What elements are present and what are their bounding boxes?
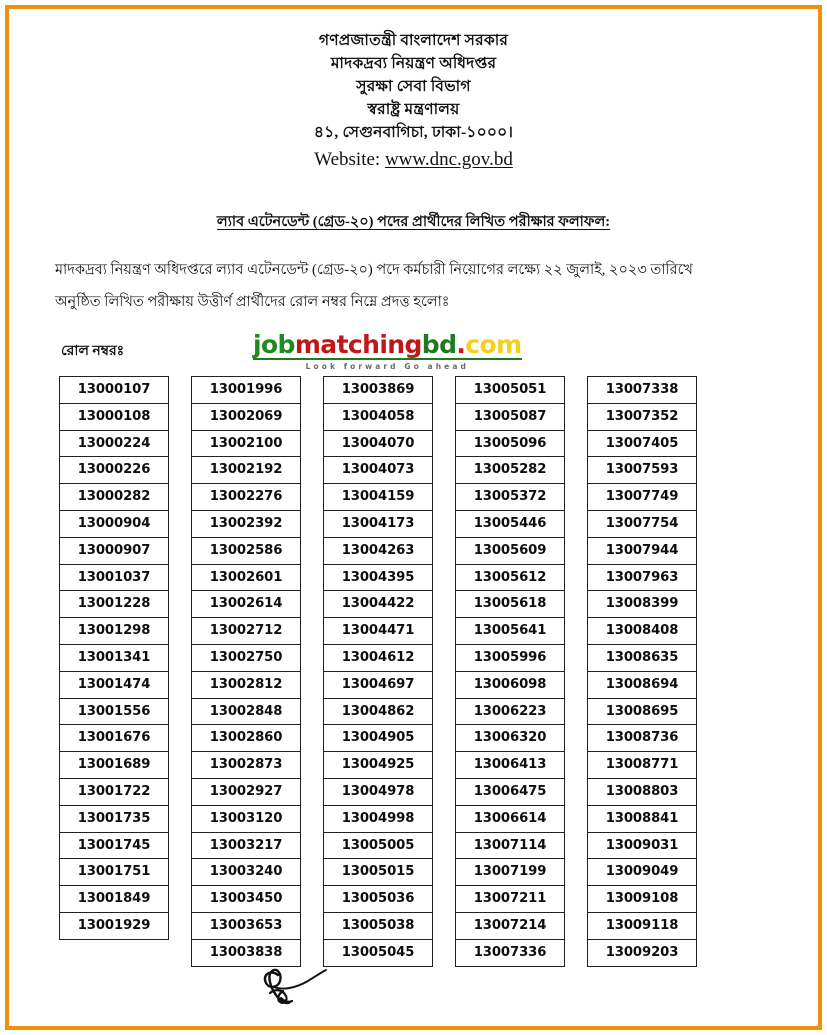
- roll-number-cell: 13004422: [323, 590, 433, 617]
- roll-number-table: [55, 376, 772, 967]
- roll-number-cell: 13000282: [59, 483, 169, 510]
- roll-number-cell: 13004058: [323, 403, 433, 430]
- roll-number-cell: 13000107: [59, 376, 169, 403]
- roll-number-cell: 13002276: [191, 483, 301, 510]
- roll-column-2: [191, 376, 301, 967]
- roll-number-cell: 13003653: [191, 912, 301, 939]
- roll-number-cell: 13005996: [455, 644, 565, 671]
- roll-number-cell: 13004697: [323, 671, 433, 698]
- letterhead-line-1: গণপ্রজাতন্ত্রী বাংলাদেশ সরকার: [318, 32, 509, 49]
- roll-number-cell: 13003240: [191, 858, 301, 885]
- roll-number-cell: 13002192: [191, 456, 301, 483]
- roll-number-cell: 13008803: [587, 778, 697, 805]
- roll-number-cell: 13002601: [191, 564, 301, 591]
- signature: [250, 957, 410, 1017]
- roll-number-cell: 13006475: [455, 778, 565, 805]
- roll-number-cell: 13003217: [191, 832, 301, 859]
- website-line: [55, 146, 772, 174]
- roll-number-cell: 13001722: [59, 778, 169, 805]
- roll-number-cell: 13004925: [323, 751, 433, 778]
- roll-number-cell: 13008771: [587, 751, 697, 778]
- roll-number-cell: 13001996: [191, 376, 301, 403]
- roll-column-5: [587, 376, 697, 967]
- roll-number-cell: 13005036: [323, 885, 433, 912]
- roll-number-cell: 13009203: [587, 939, 697, 967]
- roll-number-cell: 13007338: [587, 376, 697, 403]
- roll-number-cell: 13002392: [191, 510, 301, 537]
- page-title-text: ল্যাব এটেনডেন্ট (গ্রেড-২০) পদের প্রার্থীদের লিখিত পরীক্ষার ফলাফল:: [216, 214, 611, 230]
- roll-number-cell: 13004862: [323, 698, 433, 725]
- roll-number-cell: 13000904: [59, 510, 169, 537]
- website-link[interactable]: www.dnc.gov.bd: [384, 149, 513, 170]
- roll-number-cell: 13005609: [455, 537, 565, 564]
- roll-number-cell: 13001556: [59, 698, 169, 725]
- roll-number-cell: 13005051: [455, 376, 565, 403]
- roll-number-cell: 13001751: [59, 858, 169, 885]
- roll-number-cell: 13003838: [191, 939, 301, 967]
- roll-number-cell: 13000907: [59, 537, 169, 564]
- watermark-tagline: Look forward Go ahead: [305, 362, 469, 371]
- roll-number-cell: 13002927: [191, 778, 301, 805]
- body-paragraph-line-2: অনুষ্ঠিত লিখিত পরীক্ষায় উত্তীর্ণ প্রার্থীদের রোল নম্বর নিম্নে প্রদত্ত হলোঃ: [55, 294, 450, 310]
- roll-number-cell: 13007214: [455, 912, 565, 939]
- roll-number-cell: 13001929: [59, 912, 169, 940]
- roll-number-cell: 13001676: [59, 724, 169, 751]
- roll-number-cell: 13000226: [59, 456, 169, 483]
- roll-number-cell: 13001689: [59, 751, 169, 778]
- roll-number-cell: 13004073: [323, 456, 433, 483]
- roll-number-cell: 13006413: [455, 751, 565, 778]
- roll-number-cell: 13004612: [323, 644, 433, 671]
- roll-number-cell: 13005015: [323, 858, 433, 885]
- roll-number-cell: 13001735: [59, 805, 169, 832]
- letterhead-address: ৪১, সেগুনবাগিচা, ঢাকা-১০০০।: [313, 124, 514, 141]
- letterhead: [55, 29, 772, 174]
- body-paragraph: [55, 254, 772, 318]
- roll-number-cell: 13004070: [323, 430, 433, 457]
- document-sheet: [9, 9, 818, 1026]
- roll-number-cell: 13002614: [191, 590, 301, 617]
- roll-number-cell: 13005618: [455, 590, 565, 617]
- roll-number-cell: 13004263: [323, 537, 433, 564]
- roll-number-cell: 13008694: [587, 671, 697, 698]
- roll-column-4: [455, 376, 565, 967]
- roll-number-cell: 13008841: [587, 805, 697, 832]
- roll-number-cell: 13007199: [455, 858, 565, 885]
- roll-number-cell: 13002812: [191, 671, 301, 698]
- roll-number-cell: 13006098: [455, 671, 565, 698]
- letterhead-line-4: স্বরাষ্ট্র মন্ত্রণালয়: [367, 101, 460, 118]
- roll-number-cell: 13004998: [323, 805, 433, 832]
- roll-number-cell: 13002750: [191, 644, 301, 671]
- roll-number-cell: 13006320: [455, 724, 565, 751]
- letterhead-line-3: সুরক্ষা সেবা বিভাগ: [356, 78, 471, 95]
- roll-number-cell: 13002100: [191, 430, 301, 457]
- roll-number-cell: 13004978: [323, 778, 433, 805]
- roll-number-cell: 13003869: [323, 376, 433, 403]
- roll-number-cell: 13007593: [587, 456, 697, 483]
- roll-number-cell: 13003450: [191, 885, 301, 912]
- jobmatchingbd-watermark: [253, 332, 522, 371]
- roll-number-cell: 13000108: [59, 403, 169, 430]
- roll-number-cell: 13005282: [455, 456, 565, 483]
- roll-number-cell: 13003120: [191, 805, 301, 832]
- roll-number-cell: 13002848: [191, 698, 301, 725]
- roll-number-cell: 13009108: [587, 885, 697, 912]
- roll-number-cell: 13007114: [455, 832, 565, 859]
- roll-number-cell: 13004159: [323, 483, 433, 510]
- roll-number-cell: 13007405: [587, 430, 697, 457]
- roll-number-cell: 13000224: [59, 430, 169, 457]
- roll-column-3: [323, 376, 433, 967]
- roll-number-cell: 13001298: [59, 617, 169, 644]
- watermark-part-com: com: [465, 330, 522, 359]
- roll-number-cell: 13007352: [587, 403, 697, 430]
- watermark-wordmark: [253, 332, 522, 360]
- watermark-part-bd: bd: [421, 330, 457, 359]
- roll-number-cell: 13001474: [59, 671, 169, 698]
- watermark-part-job: job: [253, 330, 295, 359]
- roll-number-cell: 13005612: [455, 564, 565, 591]
- website-label: Website:: [314, 149, 385, 170]
- roll-number-cell: 13004395: [323, 564, 433, 591]
- roll-number-cell: 13002586: [191, 537, 301, 564]
- roll-number-cell: 13007944: [587, 537, 697, 564]
- roll-number-cell: 13005372: [455, 483, 565, 510]
- roll-number-cell: 13008695: [587, 698, 697, 725]
- roll-number-cell: 13005087: [455, 403, 565, 430]
- watermark-part-matching: matching: [294, 330, 422, 359]
- roll-number-cell: 13005038: [323, 912, 433, 939]
- body-paragraph-line-1: মাদকদ্রব্য নিয়ন্ত্রণ অধিদপ্তরে ল্যাব এটেনডেন্ট (গ্রেড-২০) পদে কর্মচারী নিয়োগের লক্ষ্যে ২২ জুলাই, ২০২৩ তারিখে: [55, 262, 693, 278]
- roll-number-cell: 13007336: [455, 939, 565, 967]
- letterhead-line-2: মাদকদ্রব্য নিয়ন্ত্রণ অধিদপ্তর: [330, 55, 497, 72]
- roll-number-cell: 13007754: [587, 510, 697, 537]
- roll-label-row: [55, 330, 772, 371]
- roll-number-cell: 13004905: [323, 724, 433, 751]
- roll-number-cell: 13005641: [455, 617, 565, 644]
- roll-number-cell: 13001037: [59, 564, 169, 591]
- roll-number-cell: 13004173: [323, 510, 433, 537]
- roll-number-cell: 13006614: [455, 805, 565, 832]
- roll-number-cell: 13002873: [191, 751, 301, 778]
- roll-number-cell: 13008635: [587, 644, 697, 671]
- roll-number-cell: 13001341: [59, 644, 169, 671]
- roll-number-cell: 13008408: [587, 617, 697, 644]
- roll-number-cell: 13004471: [323, 617, 433, 644]
- roll-number-cell: 13001228: [59, 590, 169, 617]
- roll-number-cell: 13001745: [59, 832, 169, 859]
- roll-number-cell: 13005446: [455, 510, 565, 537]
- roll-number-cell: 13007749: [587, 483, 697, 510]
- roll-number-cell: 13007963: [587, 564, 697, 591]
- roll-number-cell: 13002712: [191, 617, 301, 644]
- roll-number-cell: 13005045: [323, 939, 433, 967]
- roll-number-cell: 13007211: [455, 885, 565, 912]
- roll-number-cell: 13008736: [587, 724, 697, 751]
- roll-number-cell: 13008399: [587, 590, 697, 617]
- roll-number-cell: 13009049: [587, 858, 697, 885]
- roll-number-cell: 13005005: [323, 832, 433, 859]
- roll-number-cell: 13006223: [455, 698, 565, 725]
- roll-number-cell: 13005096: [455, 430, 565, 457]
- watermark-part-dot: .: [456, 330, 466, 359]
- page-title: [55, 212, 772, 232]
- roll-number-cell: 13009031: [587, 832, 697, 859]
- roll-number-cell: 13002860: [191, 724, 301, 751]
- roll-number-cell: 13002069: [191, 403, 301, 430]
- roll-number-cell: 13001849: [59, 885, 169, 912]
- roll-number-cell: 13009118: [587, 912, 697, 939]
- roll-number-label: রোল নম্বরঃ: [61, 344, 125, 359]
- roll-column-1: [59, 376, 169, 967]
